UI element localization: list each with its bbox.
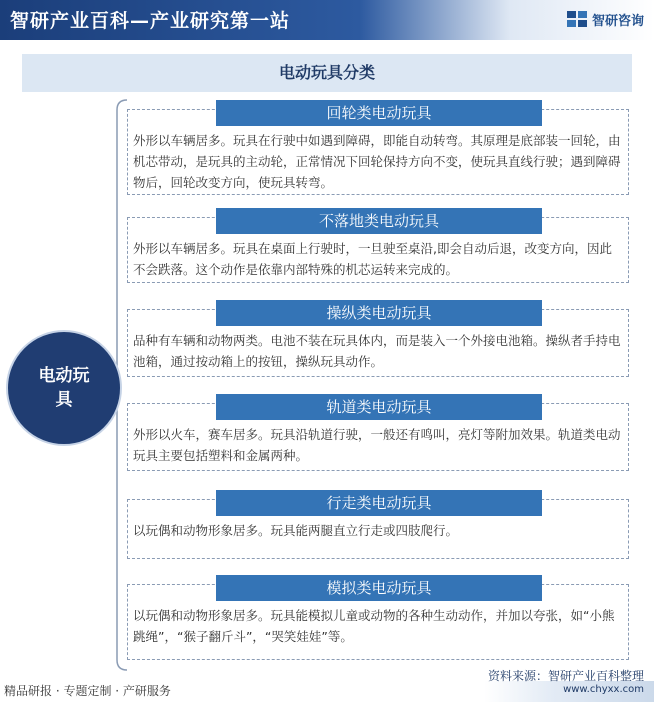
brand-logo-icon xyxy=(566,9,588,29)
footer-url[interactable]: www.chyxx.com xyxy=(563,684,644,695)
category-description: 外形以火车，赛车居多。玩具沿轨道行驶，一般还有鸣叫，亮灯等附加效果。轨道类电动玩具主要包括塑料和金属两种。 xyxy=(133,427,621,463)
header-title: 智研产业百科—产业研究第一站 xyxy=(10,10,291,32)
brand xyxy=(566,9,644,29)
category-description: 以玩偶和动物形象居多。玩具能模拟儿童或动物的各种生动动作，并加以夸张，如“小熊跳绳”，“猴子翻斤斗”，“哭笑娃娃”等。 xyxy=(133,608,615,644)
category-header: 不落地类电动玩具 xyxy=(216,208,542,234)
category-box xyxy=(127,212,629,283)
category-header: 操纵类电动玩具 xyxy=(216,300,542,326)
header-banner xyxy=(0,0,654,40)
category-box xyxy=(127,579,629,660)
category-description: 外形以车辆居多。玩具在桌面上行驶时，一旦驶至桌沿,即会自动后退，改变方向，因此不会跌落。这个动作是依靠内部特殊的机芯运转来完成的。 xyxy=(133,241,612,277)
center-label: 电动玩具 xyxy=(38,366,90,410)
category-header: 行走类电动玩具 xyxy=(216,490,542,516)
center-node xyxy=(6,330,122,446)
category-box xyxy=(127,104,629,195)
category-header: 轨道类电动玩具 xyxy=(216,394,542,420)
category-header: 回轮类电动玩具 xyxy=(216,100,542,126)
category-box xyxy=(127,494,629,559)
category-description: 外形以车辆居多。玩具在行驶中如遇到障碍，即能自动转弯。其原理是底部装一回轮，由机芯带动，是玩具的主动轮，正常情况下回轮保持方向不变，使玩具直线行驶；遇到障碍物后，回轮改变方向，使玩具转弯。 xyxy=(133,133,621,190)
footer-source: 资料来源：智研产业百科整理 xyxy=(487,669,644,683)
category-description: 以玩偶和动物形象居多。玩具能两腿直立行走或四肢爬行。 xyxy=(133,523,459,538)
brand-name: 智研咨询 xyxy=(591,13,644,29)
diagram-title: 电动玩具分类 xyxy=(22,54,632,92)
category-header: 模拟类电动玩具 xyxy=(216,575,542,601)
footer-services: 精品研报 · 专题定制 · 产研服务 xyxy=(4,684,171,698)
category-box xyxy=(127,398,629,471)
category-box xyxy=(127,304,629,377)
category-description: 品种有车辆和动物两类。电池不装在玩具体内，而是装入一个外接电池箱。操纵者手持电池箱，通过按动箱上的按钮，操纵玩具动作。 xyxy=(133,333,621,369)
